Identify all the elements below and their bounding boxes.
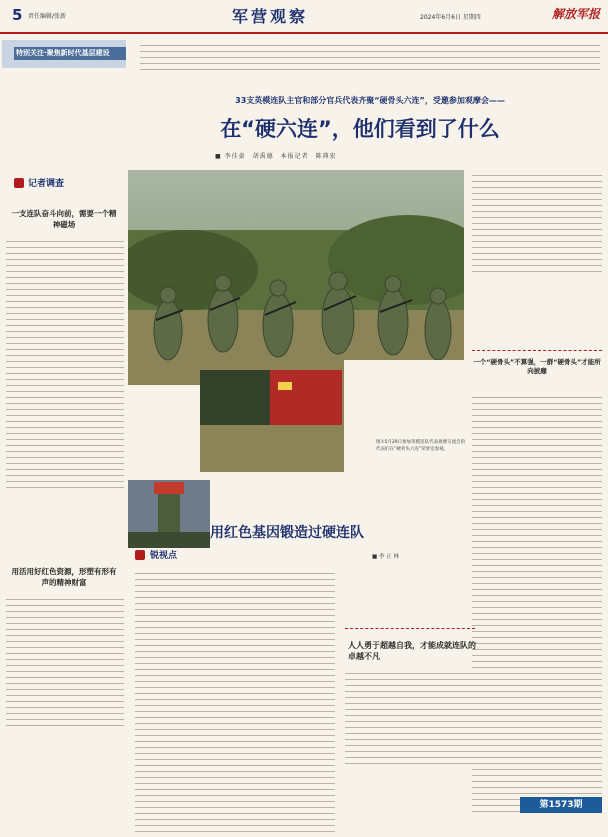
page-number: 5 (12, 6, 23, 24)
story-byline: ■ 李佳豪 胡禹德 本报记者 陈典宏 (215, 153, 337, 160)
reporter-subhead: 一支连队奋斗向前，需要一个精神磁场 (11, 209, 117, 229)
editors-credit: 责任编辑/张新 (28, 13, 67, 20)
story-headline: 在“硬六连”，他们看到了什么 (220, 117, 500, 141)
reporter-column-body (6, 236, 124, 493)
divider (472, 350, 602, 351)
reporter-subhead-2: 用活用好红色资源，形塑有形有声的精神财富 (11, 567, 117, 587)
people-story-headline: 人人勇于超越自我，才能成就连队的卓越不凡 (348, 641, 476, 661)
commentary-label: 锐视点 (150, 551, 178, 561)
section-title: 军营观察 (232, 7, 309, 26)
monument-photo (128, 480, 210, 548)
issue-number-badge: 第1573期 (520, 797, 602, 813)
reporter-column-icon (14, 178, 24, 188)
commentary-icon (135, 550, 145, 560)
top-teaser-text (140, 40, 600, 75)
commentary-body (135, 568, 335, 837)
sidebar-body (472, 392, 602, 817)
reporter-column-label: 记者调查 (28, 179, 65, 189)
soldiers-training-photo (128, 170, 464, 472)
divider (345, 628, 475, 629)
right-bottom-body (480, 668, 602, 739)
sidebar-subhead: 一个“硬骨头”不算强，一群“硬骨头”才能所向披靡 (473, 358, 601, 375)
photo-caption: 图①5月29日参加英模连队代表观摩交流会的代表们在“硬骨头六连”荣誉室参观。 (376, 440, 466, 452)
main-story-right-column (472, 170, 602, 277)
reporter-column-body-2 (6, 594, 124, 731)
commentary-author: ■ 李 正 林 (372, 554, 399, 560)
story-kicker: 33支英模连队主官和部分官兵代表齐聚“硬骨头六连”，受邀参加观摩会—— (235, 96, 505, 105)
commentary-headline: 用红色基因锻造过硬连队 (210, 525, 364, 541)
special-focus-banner (0, 40, 135, 70)
issue-date: 2024年6月6日 星期四 (420, 14, 481, 21)
banner-text: 特别关注·聚焦新时代基层建设 (16, 49, 110, 57)
people-story-body (345, 668, 475, 769)
newspaper-logo: 解放军报 (552, 7, 601, 21)
